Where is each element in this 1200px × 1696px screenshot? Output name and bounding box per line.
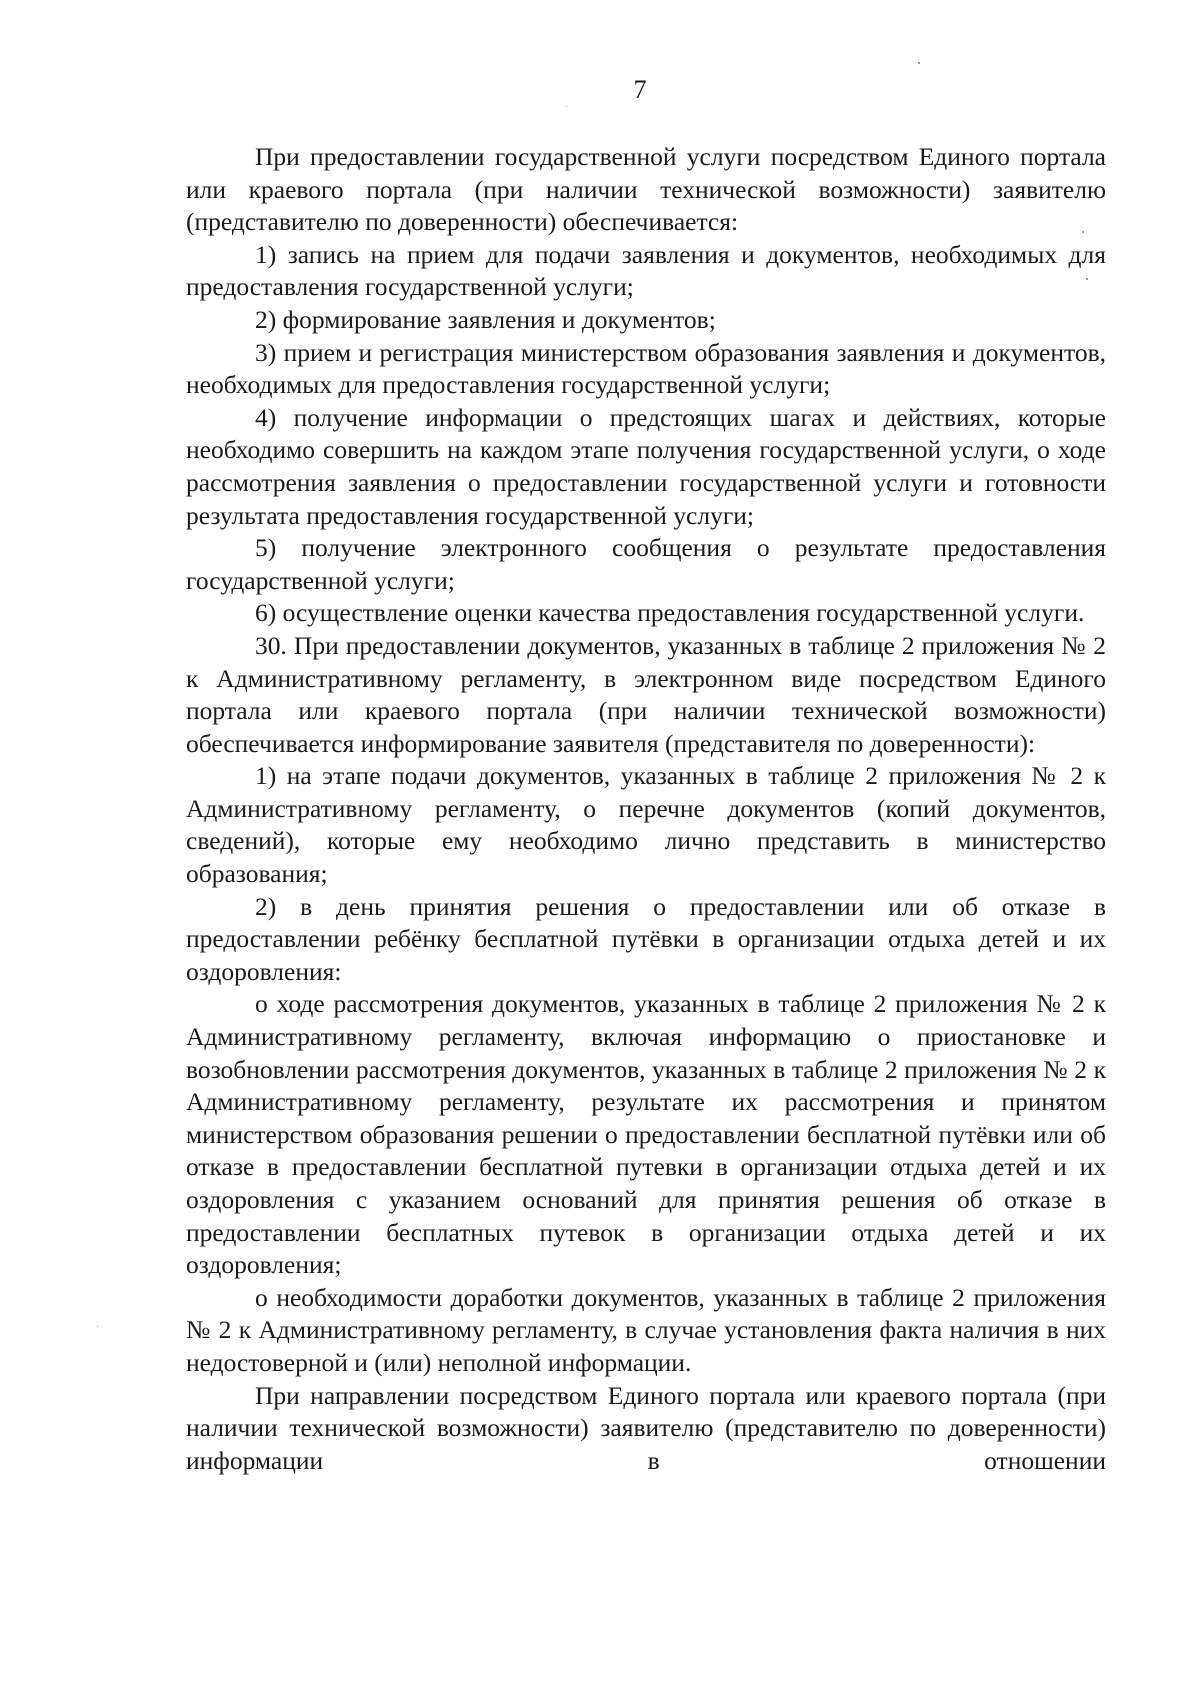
scan-speck [1086, 278, 1088, 280]
paragraph-item-1: 1) запись на прием для подачи заявления и документов, необходимых для предоставления государственной услуги; [186, 239, 1106, 302]
paragraph-item-4: 4) получение информации о предстоящих шагах и действиях, которые необходимо совершить на каждом этапе получения государственной услуги, о ходе рассмотрения заявления о предоставлении государственной услуги и готовности результата предоставления государственной услуги; [186, 402, 1106, 530]
paragraph-item-3: 3) прием и регистрация министерством образования заявления и документов, необходимых для предоставления государственной услуги; [186, 337, 1106, 400]
scan-speck [97, 1326, 98, 1327]
scan-speck [918, 62, 920, 64]
scan-speck [566, 106, 567, 107]
scan-speck [1082, 231, 1084, 233]
page-number: 7 [633, 75, 647, 104]
paragraph-revision-info: о необходимости доработки документов, указанных в таблице 2 приложения № 2 к Административному регламенту, в случае установления факта наличия в них недостоверной и (или) неполной информации. [186, 1282, 1106, 1377]
paragraph-item-6: 6) осуществление оценки качества предоставления государственной услуги. [255, 598, 1085, 628]
paragraph-item-5: 5) получение электронного сообщения о результате предоставления государственной услуги; [186, 533, 1106, 595]
paragraph-intro: При предоставлении государственной услуги посредством Единого портала или краевого портала (при наличии технической возможности) заявителю (представителю по доверенности) обеспечивается: [186, 142, 1106, 237]
paragraph-progress-info: о ходе рассмотрения документов, указанных в таблице 2 приложения № 2 к Административному регламенту, включая информацию о приостановке и возобновлении рассмотрения документов, указанных в таблице 2 приложения № 2 к Административному регламенту, результате их рассмотрения и принятом министерством образования решении о предоставлении бесплатной путёвки или об отказе в предоставлении бесплатной путевки в организации отдыха детей и их оздоровления с указанием оснований для принятия решения об отказе в предоставлении бесплатных путевок в организации отдыха детей и их оздоровления; [186, 989, 1106, 1280]
paragraph-sub-item-1: 1) на этапе подачи документов, указанных в таблице 2 приложения № 2 к Административному регламенту, о перечне документов (копий документов, сведений), которые ему необходимо лично представить в министерство образования; [186, 761, 1106, 889]
paragraph-item-2: 2) формирование заявления и документов; [255, 304, 716, 334]
paragraph-direction: При направлении посредством Единого портала или краевого портала (при наличии технической возможности) заявителю (представителю по доверенности) информации в отношении [186, 1380, 1106, 1475]
paragraph-section-30: 30. При предоставлении документов, указанных в таблице 2 приложения № 2 к Административному регламенту, в электронном виде посредством Единого портала или краевого портала (при наличии технической возможности) обеспечивается информирование заявителя (представителя по доверенности): [186, 630, 1106, 758]
paragraph-sub-item-2: 2) в день принятия решения о предоставлении или об отказе в предоставлении ребёнку бесплатной путёвки в организации отдыха детей и их оздоровления: [186, 891, 1106, 986]
document-body [186, 141, 1106, 1477]
